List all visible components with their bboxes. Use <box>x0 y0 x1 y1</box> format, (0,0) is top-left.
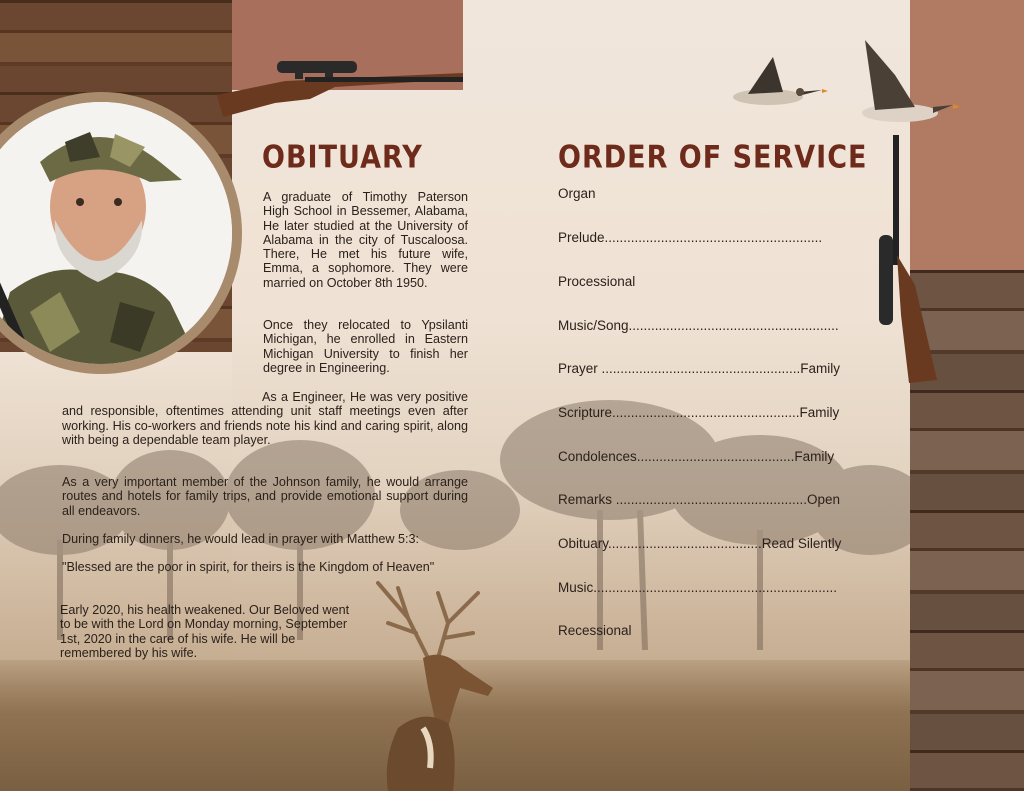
obituary-paragraph-5: During family dinners, he would lead in prayer with Matthew 5:3: <box>62 532 419 546</box>
obituary-paragraph-2: Once they relocated to Ypsilanti Michigan, he enrolled in Eastern Michigan University to finish her degree in Engineering. <box>263 318 468 375</box>
service-item-prelude: Prelude.......................................................... <box>558 230 823 245</box>
service-item-obituary: Obituary.........................................Read Silently <box>558 536 842 551</box>
service-item-music-song: Music/Song........................................................ <box>558 318 839 333</box>
service-item-prayer: Prayer .....................................................Family <box>558 361 841 376</box>
deer-illustration <box>368 578 503 791</box>
goose-left-icon <box>718 52 828 112</box>
service-item-recessional: Recessional <box>558 623 632 638</box>
obituary-title: OBITUARY <box>262 140 423 176</box>
service-item-scripture: Scripture..................................................Family <box>558 405 840 420</box>
service-item-remarks: Remarks ...................................................Open <box>558 492 841 507</box>
obituary-paragraph-6: "Blessed are the poor in spirit, for theirs is the Kingdom of Heaven" <box>62 560 435 574</box>
order-of-service-title: ORDER OF SERVICE <box>558 140 868 176</box>
obituary-paragraph-7: Early 2020, his health weakened. Our Beloved went to be with the Lord on Monday morning, September 1st, 2020 in the care of his wife. He will be remembered by his wife. <box>60 603 350 660</box>
goose-right-icon <box>845 35 960 130</box>
service-item-organ: Organ <box>558 186 596 201</box>
service-item-processional: Processional <box>558 274 636 289</box>
service-item-music: Music................................................................. <box>558 580 838 595</box>
rifle-right-icon <box>875 135 945 385</box>
obituary-paragraph-4: As a very important member of the Johnson family, he would arrange routes and hotels for family trips, and provide emotional support during all endeavors. <box>62 475 468 518</box>
obituary-paragraph-3: As a Engineer, He was very positive and responsible, oftentimes attending unit staff meetings even after working. His co-workers and friends note his kind and caring spirit, along with being a dependable team player. <box>62 390 468 447</box>
service-item-condolences: Condolences..........................................Family <box>558 449 835 464</box>
rifle-top-icon <box>215 55 465 125</box>
obituary-paragraph-1: A graduate of Timothy Paterson High School in Bessemer, Alabama, He later studied at the University of Alabama in the city of Tuscaloosa. There, He met his future wife, Emma, a sophomore. They were married on October 8th 1950. <box>263 190 468 290</box>
